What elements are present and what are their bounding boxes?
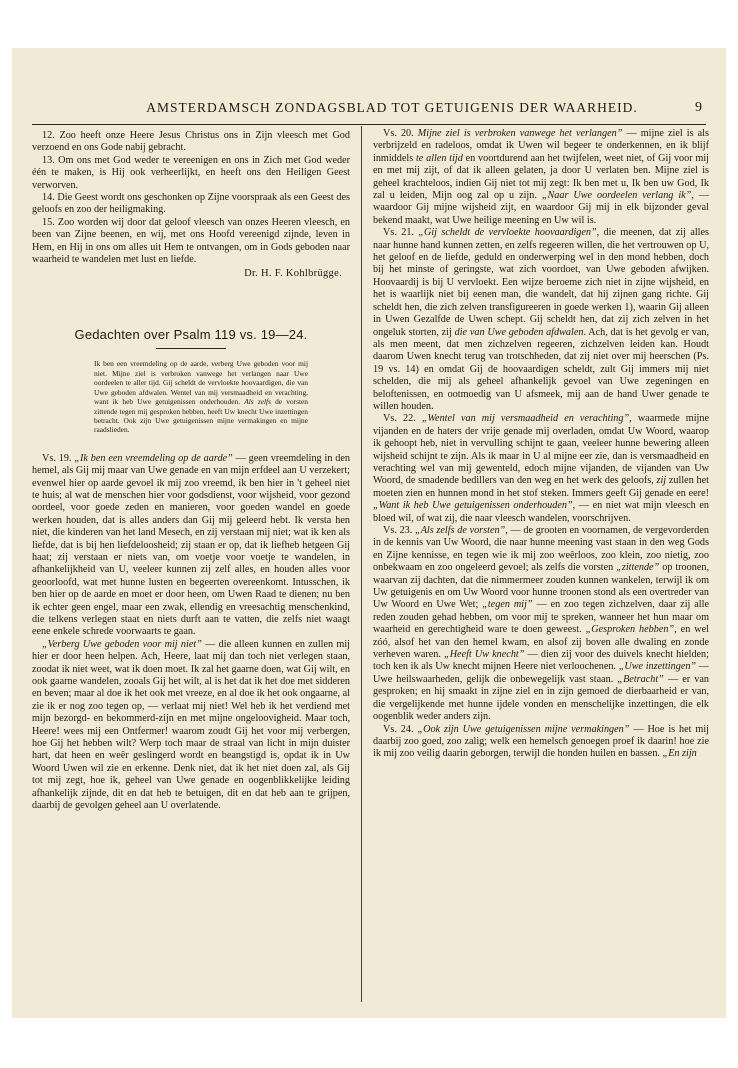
verse-21	[373, 227, 709, 413]
verse-21-italic: die van Uwe geboden afdwalen	[454, 326, 584, 338]
verse-23-quote-2: „zittende”	[616, 562, 660, 574]
verse-19b-quote: „Verberg Uwe geboden voor mij niet”	[42, 638, 202, 650]
verse-22-italic: zij	[656, 475, 667, 487]
verse-22-text-3: , — en niet wat mijn vleesch en bloed wil, of wat zij, die naar vleesch wandelen, voorschrijven.	[373, 500, 709, 524]
verse-20	[373, 128, 709, 227]
epigraph-italic: Als zelfs	[244, 397, 271, 407]
verse-23-text-6: — Uwe heilswaarheden, gelijk die onbewegelijk vast staan.	[373, 661, 709, 685]
verse-23-quote-5: „Heeft Uw knecht”	[444, 649, 525, 661]
author-signature: Dr. H. F. Kohlbrügge.	[244, 268, 342, 280]
verse-20-quote-2: „Naar Uwe oordeelen verlang ik”	[541, 190, 692, 202]
verse-22-quote: „Wentel van mij versmaadheid en verachting”	[421, 413, 630, 425]
verse-24-lead: Vs. 24.	[383, 723, 418, 735]
verse-23	[373, 525, 709, 724]
verse-24	[373, 724, 709, 761]
verse-22-text-1: , waarmede mijne vijanden en de haters der vrije genade mij overladen, omdat Uw Woord, waarop ik gehoopt heb, niet in vervulling schijnt te gaan, veeleer hunne bewering alleen wijsheid schijnt te zijn. Als ik maar in U al mijne eer zie, dan is versmaadheid en verachting wel van mij gewenteld, edoch mijne vijanden, de vijanden van Uw Woord, de smadende bedillers van den weg en het werk des geloofs,	[373, 413, 709, 487]
verse-20-text-2: en voortdurend aan het twijfelen, weet niet, of Gij voor mij en met mij zijt, of dat ik alleen gelaten, ja door U verlaten ben. Mijne ziel is geheel krachteloos, indien Gij niet tot mij zegt: Ik ben met u, Ik ben uw God, Ik zal u leiden, Mijn oog zal op u zijn.	[373, 152, 709, 202]
verse-19-lead: Vs. 19.	[42, 452, 75, 464]
epigraph-text-1: Ik ben een vreemdeling op de aarde, verberg Uwe geboden voor mij niet. Mijne ziel is verbroken vanwege het verlangen naar Uwe oordeelen te aller tijd. Gij scheldt de vervloekte hoovaardigen, die van Uwe geboden afdwalen. Wentel van mij versmaadheid en verachting, want ik heb Uwe getuigenissen onderhouden.	[94, 359, 308, 407]
verse-23-text-7: — er van gesproken; en hij smaakt in zijne ziel en in zijn gemoed de dierbaarheid er van, die vergelijkende met hunne ijdele vonden en menschelijke inzettingen, die elk oogenblik weder anders zijn.	[373, 673, 709, 723]
verse-23-quote-6: „Uwe inzettingen”	[618, 661, 697, 673]
verse-23-text-2: op troonen, waarvan zij dachten, dat die nimmermeer zouden kunnen wankelen, terwijl ik om Uw getuigenis en om Uw Woord voor hunne troonen stond als een overtreder van Uw Woord en Uwe Wet;	[373, 562, 709, 611]
epigraph-text-2: de vorsten zittende tegen mij gesproken hebben, heeft Uw knecht Uwe inzettingen betracht. Ook zijn Uwe getuigenissen mijne vermakingen en mijne raadslieden.	[94, 397, 308, 435]
paragraph-12: 12. Zoo heeft onze Heere Jesus Christus ons in Zijn vleesch met God verzoend en ons Gode nabij gebracht.	[32, 130, 350, 154]
paragraph-13: 13. Om ons met God weder te vereenigen en ons in Zich met God weder één te maken, is Hij ook verheerlijkt, en heeft ons den Heiligen Geest verworven.	[32, 154, 350, 191]
verse-21-lead: Vs. 21.	[383, 227, 419, 239]
left-column	[32, 130, 350, 1010]
verse-19	[32, 453, 350, 639]
running-title: AMSTERDAMSCH ZONDAGSBLAD TOT GETUIGENIS DER WAARHEID.	[146, 100, 638, 115]
epigraph	[94, 359, 308, 434]
verse-19b-text: — die alleen kunnen en zullen mij hier er door heen helpen. Ach, Heere, laat mij dan toch niet verlegen staan, zoodat ik niet weet, wat ik doen moet. Ik zal het gaarne doen, wat Gij wilt, en ook gaarne wandelen, zooals Gij het wilt, al is het dat ik het doe met sidderen en beven; maar al doe ik het ook met vreeze, en al doe ik het ook ongaarne, al zie ik er nog zoo tegen op, — verlaat mij niet! Wel heb ik het verdiend met mijn bezorgd- en bekommerd-zijn en met mijne ongeloovigheid. Maar toch, Heere! wees mij een Ontfermer! waarom zoudt Gij het voor mij verbergen, hoe Gij het hebben wilt? Werp toch maar de straal van licht in mijn duister hart, dat heen en weêr geslingerd wordt en beangstigd is, opdat ik in Uw Woord Uwen wil zie en erkenne. Denk niet, dat ik het niet doen zal, als Gij tot mij zegt, hoe ik, geheel van Uwe genade en oogenblikkelijke leiding afhankelijk zijnde, dit en dat heb te betuigen, dit en dat heb aan te grijpen, daarbij de gevolgen geheel aan U overlatende.	[32, 638, 350, 812]
newspaper-page	[12, 48, 726, 1018]
verse-22-quote-2: „Want ik heb Uwe getuigenissen onderhouden”	[373, 500, 573, 512]
paragraph-15: 15. Zoo worden wij door dat geloof vleesch van onzes Heeren vleesch, en been van Zijne beenen, en wij, met ons Hoofd vereenigd zijnde, leven in Hem, en Hij in ons om alles uit Hem te ontvangen, om in Gods geboden naar waarheid te wandelen met lust en liefde.	[32, 216, 350, 266]
page-number: 9	[695, 100, 702, 115]
verse-21-text-1: , die meenen, dat zij alles naar hunne hand kunnen zetten, en zelfs regeeren willen, die het vertrouwen op U, het geloof en de liefde, geduld en onderwerping wel in den mond hebben, doch bij het minste of geringste, wat zich voordoet, van Uwe geboden afwijken. Hoovaardij is bij U vervloekt. Een wijze beroeme zich niet in zijne wijsheid, en het is waarlijk niet bij eenen man, die wandelt, dat hij zijnen gang richte. Gij scheldt hen, die zich zelven transfigureeren in goede werken 1), waarin Gij alleen in Uwen Gezalfde de Uwen schept. Gij scheldt hen, dat zij zich zelven in het ongeluk storten, zij	[373, 227, 709, 338]
verse-23-text-4: , en wel zóó, alsof het van den hemel kwam, en alsof zij boven alle dwaling en zonde verheven waren.	[373, 624, 709, 661]
verse-20-text-1: — mijne ziel is als verbrijzeld en radeloos, omdat ik Uwen wil begeer te onderkennen, en ik blijf inmiddels	[373, 128, 709, 164]
verse-23-quote-7: „Betracht”	[617, 673, 664, 685]
verse-21-text-2: . Ach, dat is het gevolg er van, als men meent, dat men zichzelven regeeren, zichzelven leiden kan. Houdt daarom Uwen knecht terug van trotschheden, dat zij niet over mij heerschen (Ps. 19 vs. 14) en omdat Gij de hoovaardigen scheldt, zult Gij immers mij niet schelden, die mij als geheel afhankelijk gevoel van Uwe zegeningen en beloftenissen, en ootmoedig van U afsmeek, mij aan de hand Uwer genade te willen houden.	[373, 326, 709, 412]
verse-24-text-1: — Hoe is het mij daarbij zoo goed, zoo zalig; welk een hemelsch genoegen proef ik daarin! hoe zie ik mij zoo veilig daarin geborgen, terwijl die honden huilen en bassen.	[373, 723, 709, 760]
title-rule	[156, 348, 226, 349]
page-header	[12, 100, 726, 120]
column-divider	[361, 126, 362, 1002]
verse-19-quote: „Ik ben een vreemdeling op de aarde”	[74, 452, 233, 464]
verse-23-text-3: — en zoo tegen zichzelven, daar zij alle reden zouden gehad hebben, om voor mij te spreken, wanneer het hun maar om waarheid en gerechtigheid ware te doen geweest.	[373, 599, 709, 636]
verse-24-quote: „Ook zijn Uwe getuigenissen mijne vermakingen”	[417, 723, 630, 735]
verse-22	[373, 413, 709, 525]
verse-20-italic: te allen tijd	[415, 152, 463, 164]
verse-20-text-3: , — waardoor Gij mijne wijsheid zijt, en waardoor Gij mij in elk bijzonder geval bekend maakt, wat Uwe heilige meening en Uw wil is.	[373, 190, 709, 226]
right-column	[373, 128, 709, 1012]
paragraph-14: 14. Die Geest wordt ons geschonken op Zijne voorspraak als een Geest des geloofs en zoo der heiligmaking.	[32, 192, 350, 216]
verse-19-text: — geen vreemdeling in den hemel, als Gij mij maar van Uwe genade en van mijn erfdeel aan U verzekert; evenwel hier op aarde gevoel ik mij zoo vreemd, ik ben hier in 't geheel niet te huis; al wat de menschen hier voor godsdienst, voor wijsheid, voor gezond oordeel, voor goede zeden en manieren, voor goeden wandel en goede werken houden, dat is alles anders dan Gij mij geleerd hebt. Ik versta hen niet, die kinderen van het land Mesech, en zij verstaan mij niet; wat ik ken als liefde, dat is bij hen liefdeloosheid; zij staan er op, dat ik liefheb hetgeen Gij haat; zij verstaan er niets van, om voetje voor voetje te wandelen, in afhankelijkheid van U, veeleer kunnen zij zelf alles, en houden alles voor geoorloofd, wat met hunne lusten en begeerten overeenkomt. Intusschen, ik ben hier op de aarde en moet er door heen, om Uwen Raad te dienen; nu ben ik echter geen engel, maar een zwak, ellendig en vreesachtig menschenkind, die telkens verlegen staat en niets durft aan te vatten, die zelfs niet waagt eene enkele schrede voorwaarts te gaan.	[32, 452, 350, 638]
verse-23-quote-4: „Gesproken hebben”	[585, 624, 675, 636]
section-title: Gedachten over Psalm 119 vs. 19—24.	[74, 327, 308, 343]
verse-21-quote: „Gij scheldt de vervloekte hoovaardigen”	[418, 227, 597, 239]
verse-23-lead: Vs. 23.	[383, 525, 416, 536]
verse-22-text-2: zullen het moeten zien en hunnen mond in het stof steken. Immers geeft Gij genade en eere!	[373, 475, 709, 499]
verse-23-text-1: , — de grooten en voornamen, de vergevorderden in de kennis van Uw Woord, die naar hunne meening vast staan in den weg Gods en Zijne kennisse, en tegen wie ik mij zoo weêrloos, zoo klein, zoo nietig, zoo onbekwaam en zoo ongeleerd gevoel; als zelfs die vorsten	[373, 525, 709, 574]
verse-19-continued	[32, 639, 350, 813]
verse-23-quote: „Als zelfs de vorsten”	[415, 525, 506, 536]
verse-20-lead: Vs. 20.	[383, 128, 418, 139]
verse-23-text-5: — dien zij voor des duivels knecht hielden; toch ken ik als Uw knecht mijnen Heere niet verloochenen.	[373, 649, 709, 673]
header-rule	[32, 124, 706, 125]
verse-23-quote-3: „tegen mij”	[482, 599, 533, 611]
verse-20-quote: Mijne ziel is verbroken vanwege het verlangen”	[417, 128, 623, 139]
verse-24-italic: „En zijn	[662, 748, 697, 760]
verse-22-lead: Vs. 22.	[383, 413, 422, 425]
